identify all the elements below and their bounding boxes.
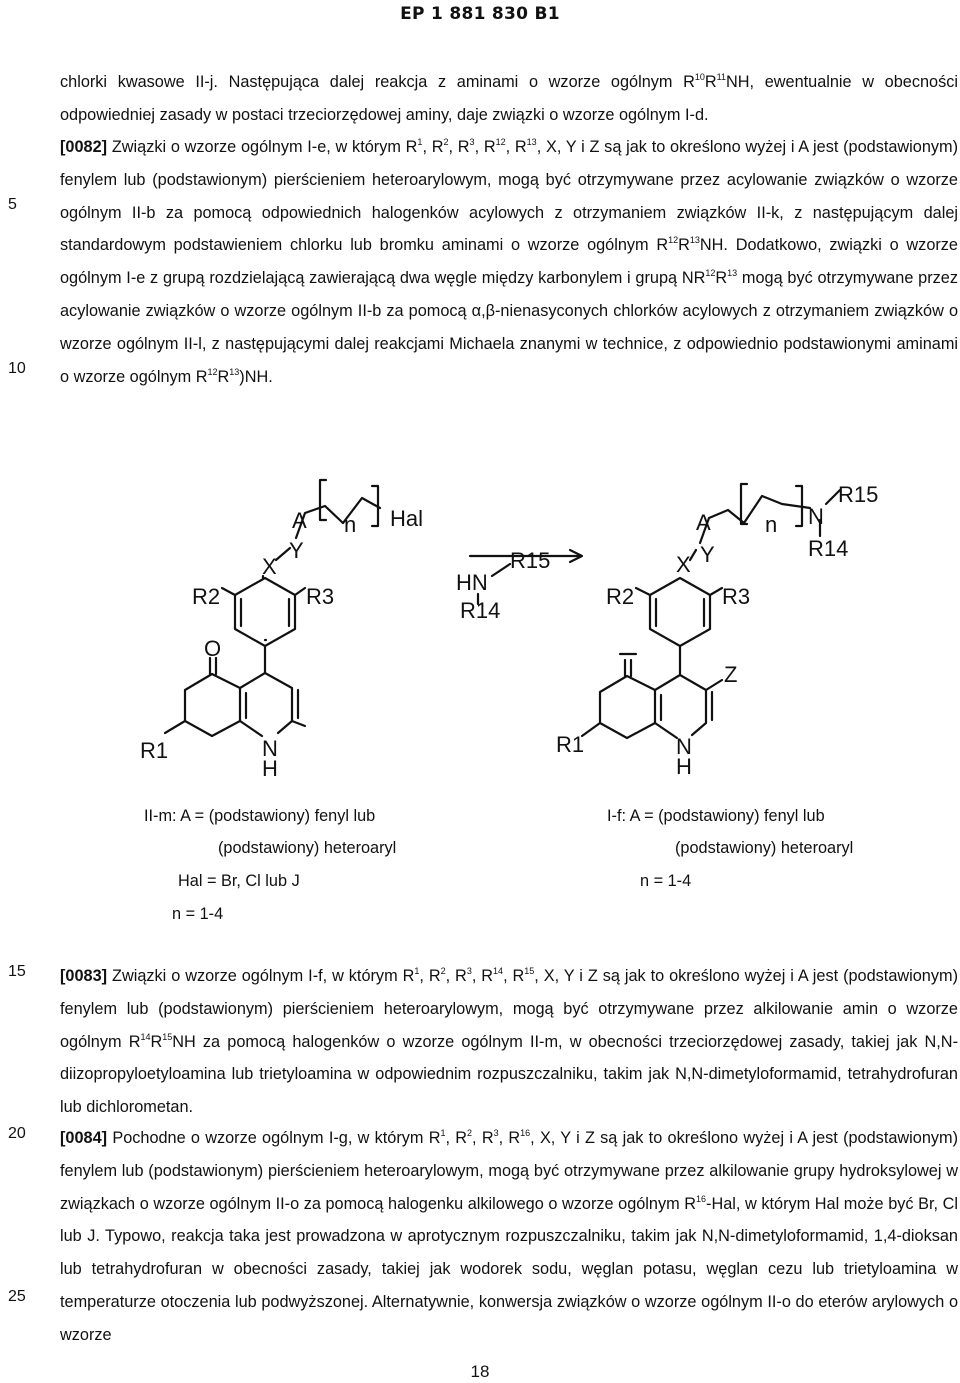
atom-label: Z <box>724 662 738 687</box>
right-structure-I-f <box>582 484 840 738</box>
paragraph-0082: [0082] Związki o wzorze ogólnym I-e, w którym $R^1$, $R^2$, $R^3$, $R^{12}$, $R^{13}$, X, Y i Z są jak to określono wyżej i A jest (podstawionym) fenylem lub (podstawionym) pierścieniem heteroarylowym, mogą być otrzymywane przez acylowanie związków o wzorze ogólnym II-b za pomocą odpowiednich halogenków acylowych z otrzymaniem związków II-k, z następującym dalej standardowym podstawieniem chlorku lub bromku aminami o wzorze ogólnym $R^{12}R^{13}NH$. Dodatkowo, związki o wzorze ogólnym I-e z grupą rozdzielającą zawierającą dwa węgle między karbonylem i grupą $NR^{12}R^{13}$ mogą być otrzymywane przez acylowanie związków o wzorze ogólnym II-b za pomocą α,β-nienasyconych chlorków acylowych z otrzymaniem związków o wzorze ogólnym II-l, z następującymi dalej reakcjami Michaela znanymi w technice, z odpowiednio podstawionymi aminami o wzorze ogólnym $R^{12}R^{13})NH$. <box>60 137 959 386</box>
atom-label: N <box>676 734 692 759</box>
line-number: 15 <box>8 963 26 980</box>
atom-label: Y <box>289 538 304 563</box>
line-number: 25 <box>8 1288 26 1305</box>
reagent-label: HN <box>456 570 488 595</box>
atom-label: X <box>676 552 691 577</box>
atom-label: H <box>262 756 278 781</box>
atom-label: R2 <box>192 584 221 609</box>
atom-label: H <box>676 754 692 779</box>
paragraph-number: [0084] <box>60 1129 108 1147</box>
page-number: 18 <box>470 1362 490 1381</box>
atom-label: N <box>262 736 278 761</box>
left-structure-labels <box>140 506 423 781</box>
atom-label: Y <box>700 542 715 567</box>
caption-right-line1: I-f: A = (podstawiony) fenyl lub <box>607 807 825 825</box>
atom-label: R3 <box>306 584 335 609</box>
atom-label: R14 <box>808 536 849 561</box>
atom-label: X <box>262 554 277 579</box>
caption-left-line3: Hal = Br, Cl lub J <box>178 872 300 890</box>
paragraph-0083: [0083] Związki o wzorze ogólnym I-f, w którym $R^1$, $R^2$, $R^3$, $R^{14}$, $R^{15}$, X, Y i Z są jak to określono wyżej i A jest (podstawionym) fenylem lub (podstawionym) pierścieniem heteroarylowym, mogą być otrzymywane przez alkilowanie amin o wzorze ogólnym $R^{14}R^{15}NH$ za pomocą halogenków o wzorze ogólnym II-m, w obecności trzeciorzędowej zasady, takiej jak N,N-diizopropyloetyloamina lub trietyloamina w odpowiednim rozpuszczalniku, takim jak N,N-dimetyloformamid, tetrahydrofuran lub dichlorometan. <box>60 966 958 1117</box>
line-number: 20 <box>8 1125 26 1142</box>
patent-number-header: EP 1 881 830 B1 <box>400 4 560 24</box>
line-number: 5 <box>8 196 17 213</box>
reaction-scheme <box>0 468 960 798</box>
paragraph-number: [0083] <box>60 967 108 985</box>
paragraph-continuation: chlorki kwasowe II-j. Następująca dalej reakcja z aminami o wzorze ogólnym $R^{10}R^{11}NH$, ewentualnie w obecności odpowiedniej zasady w postaci trzeciorzędowej aminy, daje związki o wzorze ogólnym I-d. <box>60 72 958 124</box>
atom-label: n <box>765 512 778 537</box>
caption-right-line3: n = 1-4 <box>640 872 692 890</box>
atom-label: Hal <box>390 506 424 531</box>
reagent-label: R15 <box>510 548 551 573</box>
caption-left-line2: (podstawiony) heteroaryl <box>218 839 397 857</box>
atom-label: n <box>344 512 357 537</box>
atom-label: R1 <box>556 732 585 757</box>
atom-label: A <box>696 510 711 535</box>
paragraph-number: [0082] <box>60 138 108 156</box>
paragraph-0084: [0084] Pochodne o wzorze ogólnym I-g, w którym $R^1$, $R^2$, $R^3$, $R^{16}$, X, Y i Z są jak to określono wyżej i A jest (podstawionym) fenylem lub (podstawionym) pierścieniem heteroarylowym, mogą być otrzymywane przez alkilowanie grupy hydroksylowej w związkach o wzorze ogólnym II-o za pomocą halogenku alkilowego o wzorze ogólnym $R^{16}$-Hal, w którym Hal może być Br, Cl lub J. Typowo, reakcja taka jest prowadzona w aprotycznym rozpuszczalniku, takim jak N,N-dimetyloformamid, 1,4-dioksan lub tetrahydrofuran w obecności zasady, takiej jak wodorek sodu, węglan potasu, węglan cezu lub trietyloamina w temperaturze otoczenia lub podwyższonej. Alternatywnie, konwersja związków o wzorze ogólnym II-o do eterów arylowych o wzorze <box>60 1128 959 1344</box>
caption-left-line4: n = 1-4 <box>172 905 224 923</box>
atom-label: R15 <box>838 482 879 507</box>
atom-label: R2 <box>606 584 635 609</box>
line-number: 10 <box>8 360 26 377</box>
atom-label: R3 <box>722 584 751 609</box>
caption-left-line1: II-m: A = (podstawiony) fenyl lub <box>144 807 376 825</box>
atom-label: R1 <box>140 738 169 763</box>
caption-right-line2: (podstawiony) heteroaryl <box>675 839 854 857</box>
reagent-label: R14 <box>460 598 501 623</box>
reagent-labels <box>456 548 550 623</box>
right-structure-labels <box>556 482 878 779</box>
atom-label: A <box>292 508 307 533</box>
atom-label: O <box>204 636 222 661</box>
atom-label: N <box>808 504 824 529</box>
